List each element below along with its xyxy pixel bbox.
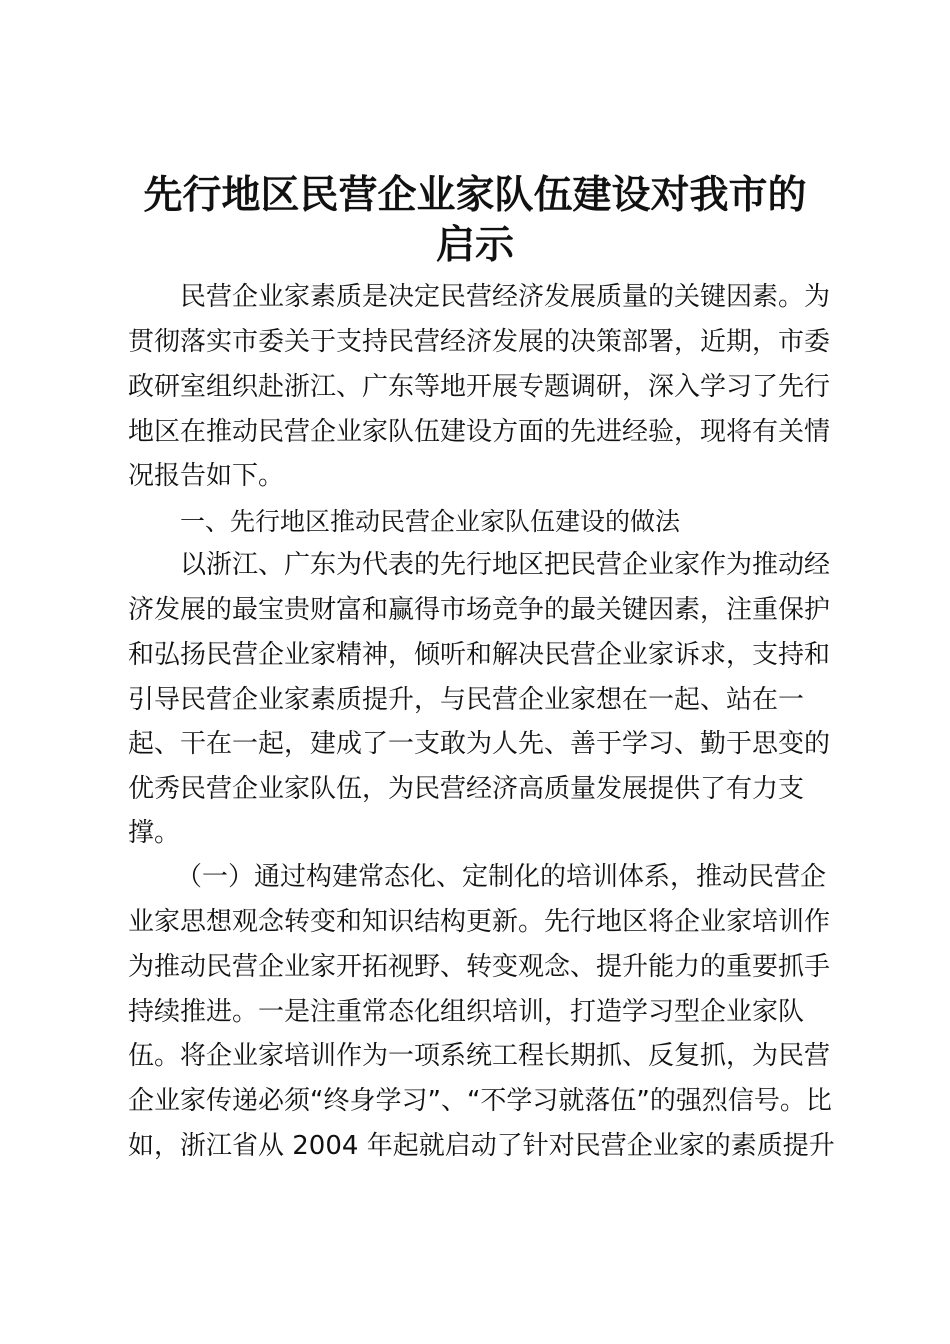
subsection-line-1: （一）通过构建常态化、定制化的培训体系，推动民营企 [176, 862, 827, 892]
section-line-3: 和弘扬民营企业家精神，倾听和解决民营企业家诉求，支持和 [128, 640, 831, 670]
intro-line-4: 地区在推动民营企业家队伍建设方面的先进经验，现将有关情 [128, 417, 831, 447]
subsection-line-7: 如，浙江省从 2004 年起就启动了针对民营企业家的素质提升 [128, 1131, 835, 1161]
document-title-line-1: 先行地区民营企业家队伍建设对我市的 [143, 172, 807, 218]
section-heading: 一、先行地区推动民营企业家队伍建设的做法 [180, 507, 681, 536]
document-title-line-2: 启示 [435, 222, 514, 268]
section-line-5: 起、干在一起，建成了一支敢为人先、善于学习、勤于思变的 [128, 729, 831, 759]
intro-line-5: 况报告如下。 [128, 461, 285, 491]
subsection-line-6: 企业家传递必须“终身学习”、“不学习就落伍”的强烈信号。比 [128, 1086, 832, 1116]
section-line-1: 以浙江、广东为代表的先行地区把民营企业家作为推动经 [180, 550, 831, 580]
intro-line-3: 政研室组织赴浙江、广东等地开展专题调研，深入学习了先行 [128, 372, 831, 402]
subsection-line-3: 为推动民营企业家开拓视野、转变观念、提升能力的重要抓手 [128, 952, 831, 982]
section-line-2: 济发展的最宝贵财富和赢得市场竞争的最关键因素，注重保护 [128, 595, 831, 625]
section-line-7: 撑。 [128, 818, 181, 848]
section-line-6: 优秀民营企业家队伍，为民营经济高质量发展提供了有力支 [128, 774, 805, 804]
subsection-line-4: 持续推进。一是注重常态化组织培训，打造学习型企业家队 [128, 997, 805, 1027]
intro-line-2: 贯彻落实市委关于支持民营经济发展的决策部署，近期，市委 [128, 327, 831, 357]
section-line-4: 引导民营企业家素质提升，与民营企业家想在一起、站在一 [128, 685, 805, 715]
intro-line-1: 民营企业家素质是决定民营经济发展质量的关键因素。为 [180, 282, 831, 312]
subsection-line-2: 业家思想观念转变和知识结构更新。先行地区将企业家培训作 [128, 907, 831, 937]
subsection-line-5: 伍。将企业家培训作为一项系统工程长期抓、反复抓，为民营 [128, 1041, 831, 1071]
